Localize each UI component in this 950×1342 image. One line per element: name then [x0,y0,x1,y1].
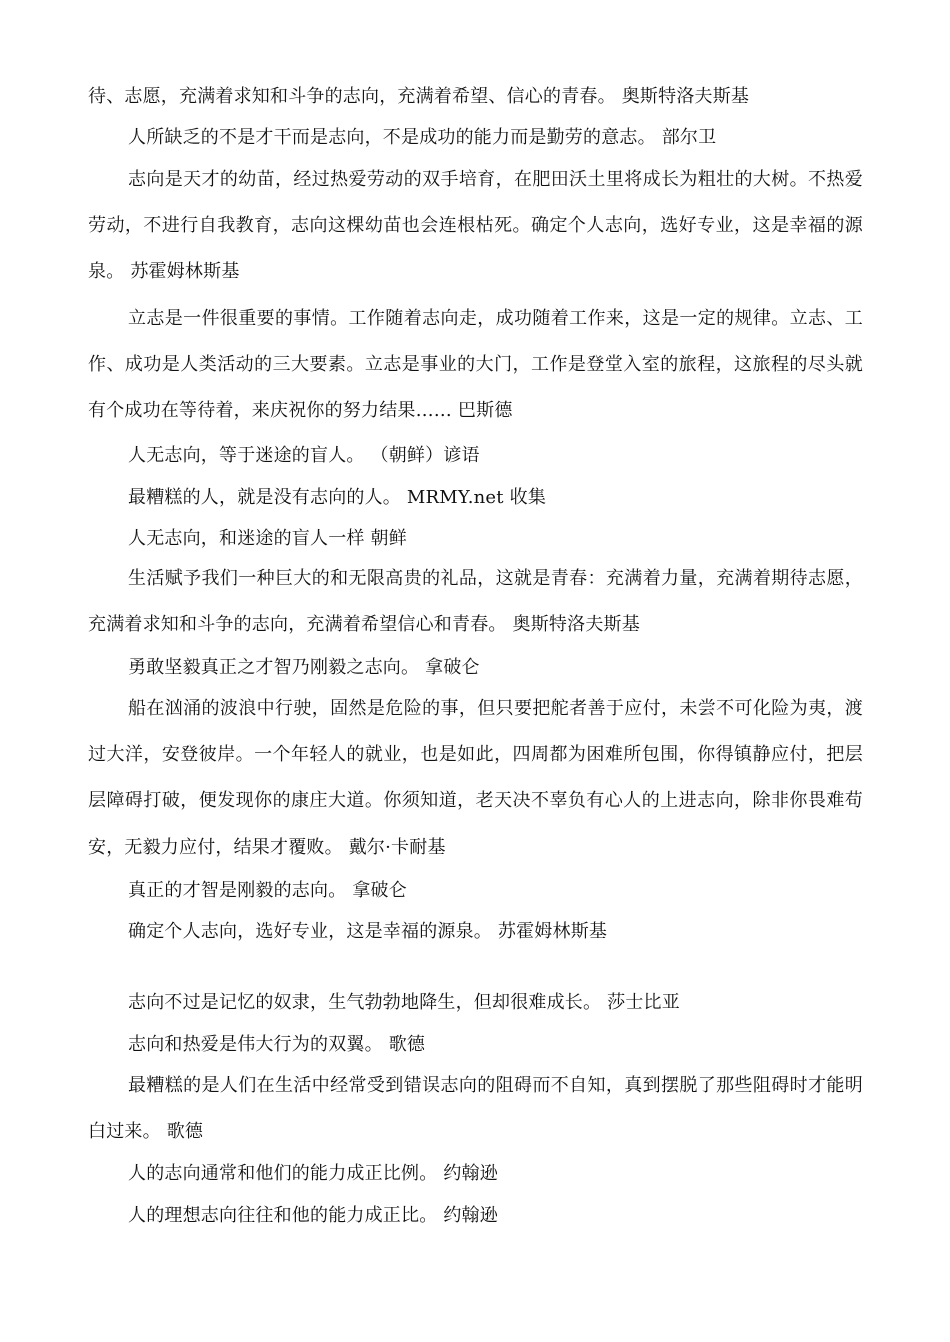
quote-paragraph: 船在汹涌的波浪中行驶，固然是危险的事，但只要把舵者善于应付，未尝不可化险为夷，渡过大洋，安登彼岸。一个年轻人的就业，也是如此，四周都为困难所包围，你得镇静应付，把层层障碍打破，便发现你的康庄大道。你须知道，老天决不辜负有心人的上进志向，除非你畏难苟安，无毅力应付，结果才覆败。 戴尔·卡耐基 [88,698,863,858]
quote-paragraph: 最糟糕的是人们在生活中经常受到错误志向的阻碍而不自知，真到摆脱了那些阻碍时才能明白过来。 歌德 [88,1075,863,1143]
quote-paragraph: 志向不过是记忆的奴隶，生气勃勃地降生，但却很难成长。 莎士比亚 [128,992,680,1013]
quote-paragraph: 确定个人志向，选好专业，这是幸福的源泉。 苏霍姆林斯基 [128,921,608,942]
quote-paragraph: 勇敢坚毅真正之才智乃刚毅之志向。 拿破仑 [128,657,480,678]
quote-paragraph: 人无志向，等于迷途的盲人。 （朝鲜）谚语 [128,445,480,466]
quote-paragraph: 待、志愿，充满着求知和斗争的志向，充满着希望、信心的青春。 奥斯特洛夫斯基 [88,86,750,107]
quote-paragraph: 志向是天才的幼苗，经过热爱劳动的双手培育，在肥田沃土里将成长为粗壮的大树。不热爱劳动，不进行自我教育，志向这棵幼苗也会连根枯死。确定个人志向，选好专业，这是幸福的源泉。 苏霍姆林斯基 [88,169,863,283]
quote-paragraph: 人所缺乏的不是才干而是志向，不是成功的能力而是勤劳的意志。 部尔卫 [128,127,717,148]
quote-paragraph: 志向和热爱是伟大行为的双翼。 歌德 [128,1034,426,1055]
quote-paragraph: 生活赋予我们一种巨大的和无限高贵的礼品，这就是青春：充满着力量，充满着期待志愿，充满着求知和斗争的志向，充满着希望信心和青春。 奥斯特洛夫斯基 [88,568,863,636]
quote-paragraph: 人的理想志向往往和他的能力成正比。 约翰逊 [128,1205,498,1226]
quote-paragraph: 人的志向通常和他们的能力成正比例。 约翰逊 [128,1163,498,1184]
quote-paragraph: 人无志向，和迷途的盲人一样 朝鲜 [128,528,407,549]
quote-paragraph: 立志是一件很重要的事情。工作随着志向走，成功随着工作来，这是一定的规律。立志、工作、成功是人类活动的三大要素。立志是事业的大门，工作是登堂入室的旅程，这旅程的尽头就有个成功在等待着，来庆祝你的努力结果…… 巴斯德 [88,308,863,422]
quote-paragraph: 真正的才智是刚毅的志向。 拿破仑 [128,880,407,901]
quote-paragraph: 最糟糕的人，就是没有志向的人。 MRMY.net 收集 [128,487,547,508]
